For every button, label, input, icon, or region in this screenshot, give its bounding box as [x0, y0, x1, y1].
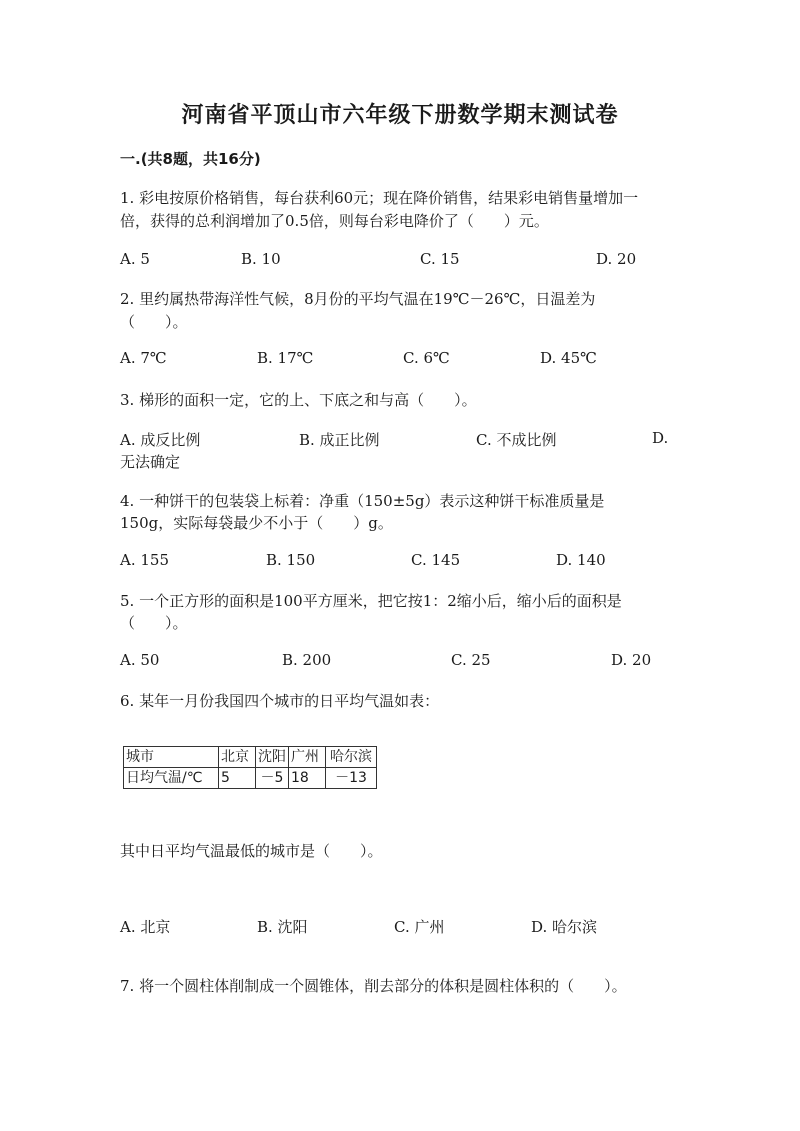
question-6-text-line-2: 其中日平均气温最低的城市是（ ）。	[120, 842, 383, 860]
table-cell: 沈阳	[256, 747, 289, 768]
question-2-option-c[interactable]: C. 6℃	[403, 349, 450, 367]
question-1-option-a[interactable]: A. 5	[120, 250, 150, 268]
question-4-option-a[interactable]: A. 155	[120, 551, 169, 569]
table-cell: 北京	[219, 747, 256, 768]
question-3-text-line-1: 3. 梯形的面积一定，它的上、下底之和与高（ ）。	[120, 391, 477, 409]
question-3-option-c[interactable]: C. 不成比例	[476, 431, 557, 449]
question-6-text-line-1: 6. 某年一月份我国四个城市的日平均气温如表：	[120, 692, 440, 710]
question-5-text-line-1: 5. 一个正方形的面积是100平方厘米，把它按1：2缩小后，缩小后的面积是	[120, 592, 622, 610]
table-cell: 日均气温/℃	[124, 768, 219, 789]
question-2-option-a[interactable]: A. 7℃	[120, 349, 167, 367]
section-heading: 一.(共8题，共16分)	[120, 150, 261, 168]
question-5-option-c[interactable]: C. 25	[451, 651, 491, 669]
table-cell: －13	[326, 768, 377, 789]
question-4-text-line-1: 4. 一种饼干的包装袋上标着：净重（150±5g）表示这种饼干标准质量是	[120, 492, 605, 510]
question-6-option-b[interactable]: B. 沈阳	[257, 918, 308, 936]
question-1-option-b[interactable]: B. 10	[241, 250, 281, 268]
table-cell: 哈尔滨	[326, 747, 377, 768]
question-6-option-a[interactable]: A. 北京	[120, 918, 171, 936]
question-5-option-b[interactable]: B. 200	[282, 651, 332, 669]
table-cell: 广州	[289, 747, 326, 768]
question-2-option-b[interactable]: B. 17℃	[257, 349, 314, 367]
question-2-text-line-1: 2. 里约属热带海洋性气候，8月份的平均气温在19℃－26℃，日温差为	[120, 290, 596, 308]
question-3-option-d-text: 无法确定	[120, 453, 181, 471]
question-7-text-line-1: 7. 将一个圆柱体削制成一个圆锥体，削去部分的体积是圆柱体积的（ ）。	[120, 977, 627, 995]
question-6-option-c[interactable]: C. 广州	[394, 918, 445, 936]
table-header-row	[124, 747, 377, 768]
question-4-option-d[interactable]: D. 140	[556, 551, 606, 569]
question-4-text-line-2: 150g，实际每袋最少不小于（ ）g。	[120, 514, 393, 532]
city-temperature-table	[123, 746, 377, 789]
question-1-option-c[interactable]: C. 15	[420, 250, 460, 268]
question-1-text-line-1: 1. 彩电按原价格销售，每台获利60元；现在降价销售，结果彩电销售量增加一	[120, 189, 639, 207]
question-5-text-line-2: （ ）。	[120, 614, 188, 632]
question-4-option-b[interactable]: B. 150	[266, 551, 316, 569]
question-5-option-d[interactable]: D. 20	[611, 651, 652, 669]
question-3-option-a[interactable]: A. 成反比例	[120, 431, 201, 449]
question-1-option-d[interactable]: D. 20	[596, 250, 637, 268]
question-3-option-b[interactable]: B. 成正比例	[299, 431, 380, 449]
table-cell: 5	[219, 768, 256, 789]
question-6-option-d[interactable]: D. 哈尔滨	[531, 918, 598, 936]
table-row	[124, 768, 377, 789]
table-cell: 城市	[124, 747, 219, 768]
table-cell: －5	[256, 768, 289, 789]
question-3-option-d[interactable]: D.	[652, 429, 669, 447]
page-title: 河南省平顶山市六年级下册数学期末测试卷	[181, 103, 619, 128]
table-cell: 18	[289, 768, 326, 789]
question-4-option-c[interactable]: C. 145	[411, 551, 461, 569]
question-2-text-line-2: （ ）。	[120, 313, 188, 331]
question-2-option-d[interactable]: D. 45℃	[540, 349, 597, 367]
question-5-option-a[interactable]: A. 50	[120, 651, 160, 669]
question-1-text-line-2: 倍，获得的总利润增加了0.5倍，则每台彩电降价了（ ）元。	[120, 212, 549, 230]
